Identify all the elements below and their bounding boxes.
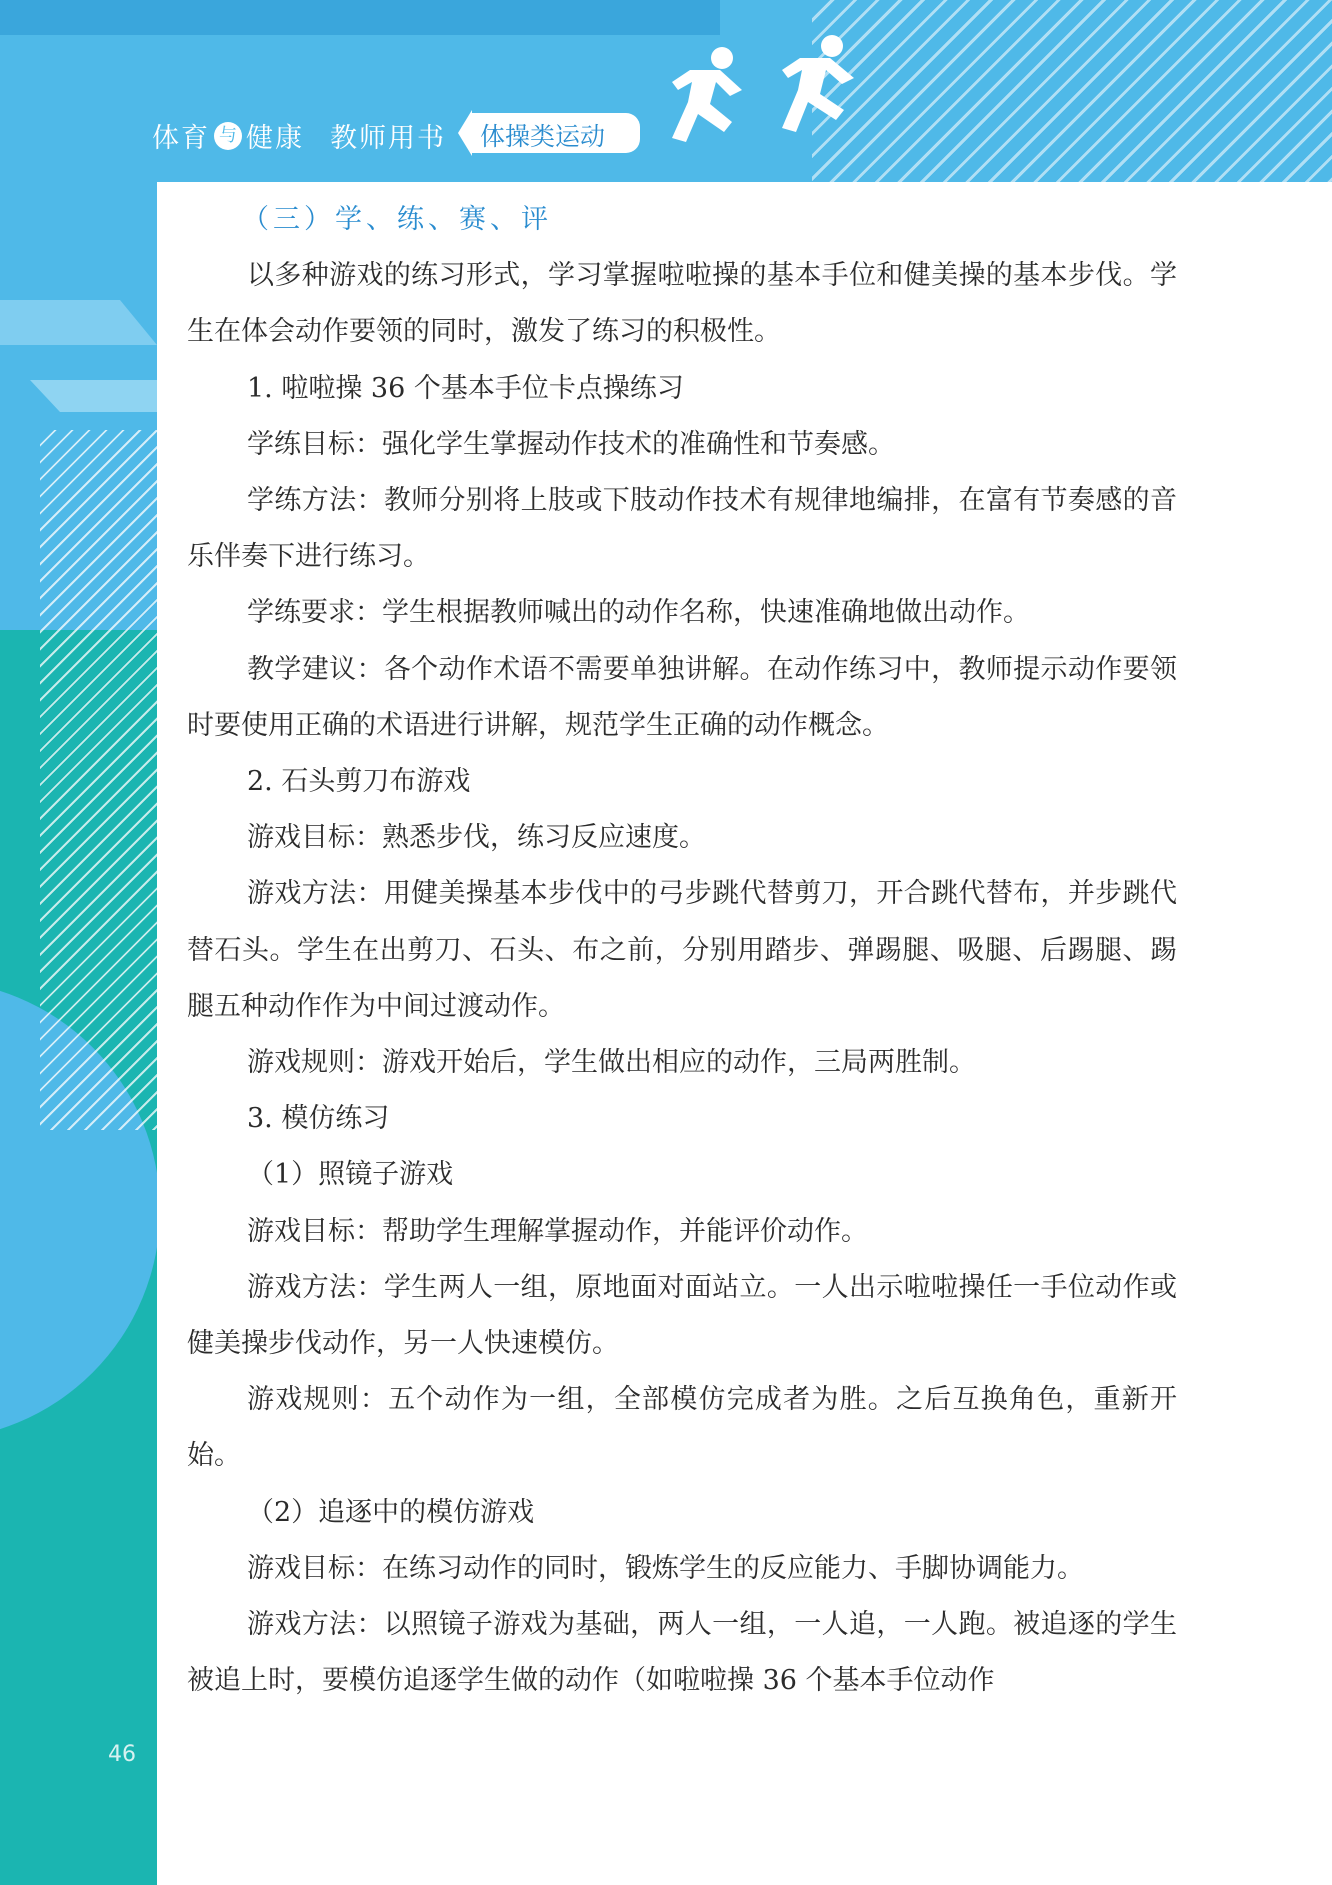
item2-rule: 游戏规则：游戏开始后，学生做出相应的动作，三局两胜制。 (247, 1047, 976, 1079)
book-title-connector: 与 (214, 122, 242, 150)
intro-paragraph: 以多种游戏的练习形式，学习掌握啦啦操的基本手位和健美操的基本步伐。学生在体会动作要领的同时，激发了练习的积极性。 (187, 260, 1177, 348)
item1-title: 1. 啦啦操 36 个基本手位卡点操练习 (247, 372, 684, 404)
item3a-method: 游戏方法：学生两人一组，原地面对面站立。一人出示啦啦操任一手位动作或健美操步伐动作，另一人快速模仿。 (187, 1271, 1177, 1360)
item3b-goal: 游戏目标：在练习动作的同时，锻炼学生的反应能力、手脚协调能力。 (247, 1552, 1084, 1584)
item1-goal: 学练目标：强化学生掌握动作技术的准确性和节奏感。 (247, 428, 895, 460)
left-light-shards (0, 150, 157, 450)
page-number: 46 (108, 1742, 136, 1767)
left-diagonal-stripes (40, 430, 157, 1130)
book-title (152, 116, 446, 155)
book-subtitle: 教师用书 (330, 123, 446, 154)
book-title-part1: 体育 (152, 123, 210, 154)
item2-method: 游戏方法：用健美操基本步伐中的弓步跳代替剪刀，开合跳代替布，并步跳代替石头。学生在出剪刀、石头、布之前，分别用踏步、弹踢腿、吸腿、后踢腿、踢腿五种动作作为中间过渡动作。 (187, 878, 1177, 1022)
item3a-title: （1）照镜子游戏 (247, 1159, 454, 1191)
item1-method: 学练方法：教师分别将上肢或下肢动作技术有规律地编排，在富有节奏感的音乐伴奏下进行练习。 (187, 485, 1177, 573)
header-diagonal-stripes (812, 0, 1332, 182)
item3b-title: （2）追逐中的模仿游戏 (247, 1496, 535, 1528)
item3-title: 3. 模仿练习 (247, 1103, 390, 1135)
main-text (187, 192, 1177, 1709)
item2-goal: 游戏目标：熟悉步伐，练习反应速度。 (247, 822, 706, 854)
chapter-tab-label: 体操类运动 (480, 122, 606, 151)
item3a-goal: 游戏目标：帮助学生理解掌握动作，并能评价动作。 (247, 1215, 868, 1247)
section-title: （三）学、练、赛、评 (242, 204, 552, 235)
item2-title: 2. 石头剪刀布游戏 (247, 766, 471, 798)
item3a-rule: 游戏规则：五个动作为一组，全部模仿完成者为胜。之后互换角色，重新开始。 (187, 1384, 1177, 1472)
book-title-part2: 健康 (246, 123, 304, 154)
item1-suggestion: 教学建议：各个动作术语不需要单独讲解。在动作练习中，教师提示动作要领时要使用正确的术语进行讲解，规范学生正确的动作概念。 (187, 653, 1177, 741)
left-decorative-band (0, 0, 157, 1885)
header-top-strip (0, 0, 720, 35)
running-athletes-icon (650, 30, 890, 155)
item3b-method: 游戏方法：以照镜子游戏为基础，两人一组，一人追，一人跑。被追逐的学生被追上时，要模仿追逐学生做的动作（如啦啦操 36 个基本手位动作 (187, 1609, 1177, 1697)
item1-requirement: 学练要求：学生根据教师喊出的动作名称，快速准确地做出动作。 (247, 597, 1030, 629)
